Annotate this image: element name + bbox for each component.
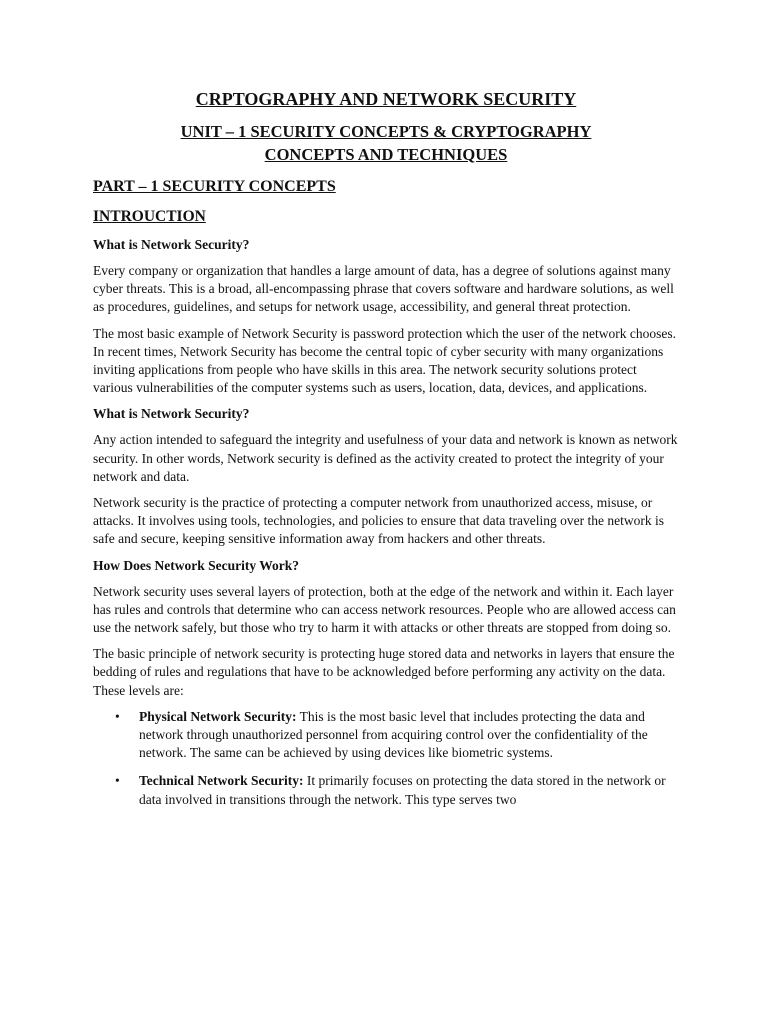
question-heading-2: What is Network Security? <box>93 406 250 422</box>
paragraph-6: The basic principle of network security is protecting huge stored data and networks in layers that ensure the bedding of rules and regulations that have to be acknowledged before performing any activity on the data. These levels are: <box>93 646 675 698</box>
paragraph-5: Network security uses several layers of protection, both at the edge of the network and within it. Each layer has rules and controls that determine who can access network resources. People who are allowed access can use the network safely, but those who try to harm it with attacks or other threats are stopped from doing so. <box>93 583 676 636</box>
list-item <box>93 772 679 808</box>
paragraph-1: Every company or organization that handles a large amount of data, has a degree of solutions against many cyber threats. This is a broad, all-encompassing phrase that covers software and hardware solutions, as well as procedures, guidelines, and setups for network usage, accessibility, and general threat protection. <box>93 263 674 315</box>
unit-title-line2: CONCEPTS AND TECHNIQUES <box>264 145 508 164</box>
section-heading: INTROUCTION <box>93 208 206 225</box>
bullet-icon: • <box>115 708 120 724</box>
paragraph-3: Any action intended to safeguard the integrity and usefulness of your data and network is known as network security. In other words, Network security is defined as the activity created to protect the integrity of your network and data. <box>93 432 678 484</box>
bullet-text: It primarily focuses on protecting the data stored in the network or data involved in transitions through the network. This type serves two <box>139 773 666 807</box>
list-item <box>93 708 679 763</box>
bullet-term: Technical Network Security: <box>139 773 304 789</box>
unit-title <box>93 120 679 166</box>
question-heading-3: How Does Network Security Work? <box>93 557 299 573</box>
bullet-term: Physical Network Security: <box>139 708 297 724</box>
bullet-text: This is the most basic level that includes protecting the data and network through unauthorized personnel from acquiring control over the confidentiality of the network. The same can be achieved by using devices like biometric systems. <box>139 708 648 761</box>
document-title: CRPTOGRAPHY AND NETWORK SECURITY <box>195 89 577 109</box>
paragraph-2: The most basic example of Network Security is password protection which the user of the network chooses. In recent times, Network Security has become the central topic of cyber security with many organizations inviting applications from people who have skills in this area. The network security solutions protect various vulnerabilities of the computer systems such as users, location, data, devices, and applications. <box>93 325 676 396</box>
unit-title-line1: UNIT – 1 SECURITY CONCEPTS & CRYPTOGRAPHY <box>180 122 592 141</box>
paragraph-4: Network security is the practice of protecting a computer network from unauthorized access, misuse, or attacks. It involves using tools, technologies, and policies to ensure that data traveling over the network is safe and secure, keeping sensitive information away from hackers and other threats. <box>93 495 664 547</box>
document-page <box>93 86 679 819</box>
question-heading-1: What is Network Security? <box>93 237 250 252</box>
part-heading: PART – 1 SECURITY CONCEPTS <box>93 178 336 195</box>
security-levels-list <box>93 708 679 809</box>
bullet-icon: • <box>115 773 120 789</box>
